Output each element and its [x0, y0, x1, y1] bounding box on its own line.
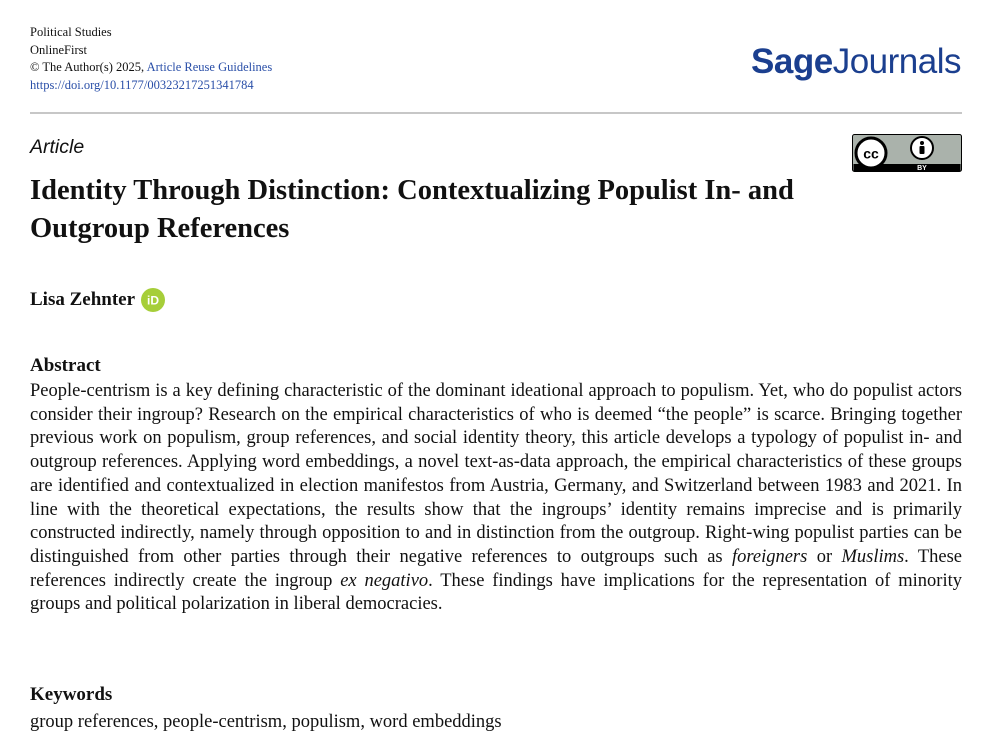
- license-by-text: BY: [917, 165, 927, 172]
- reuse-guidelines-link[interactable]: Article Reuse Guidelines: [146, 60, 273, 74]
- logo-journals: Journals: [832, 42, 961, 81]
- abstract-text-2: or: [807, 546, 842, 567]
- orcid-text: iD: [147, 293, 160, 308]
- abstract-text-3: . These references indirectly create the ingroup: [30, 546, 962, 591]
- journal-meta: [30, 24, 272, 94]
- svg-text:cc: cc: [863, 145, 879, 162]
- orcid-icon[interactable]: [141, 288, 165, 312]
- keywords-heading: Keywords: [30, 684, 113, 705]
- abstract-body: [30, 380, 962, 617]
- keywords-list: group references, people-centrism, populism, word embeddings: [30, 712, 502, 732]
- article-title: Identity Through Distinction: Contextualizing Populist In- and Outgroup References: [30, 175, 794, 244]
- author-name[interactable]: Lisa Zehnter: [30, 289, 136, 310]
- attribution-icon: [911, 137, 933, 159]
- abstract-emph-foreigners: foreigners: [731, 546, 808, 567]
- cc-by-license-badge[interactable]: [852, 134, 962, 172]
- doi-link[interactable]: https://doi.org/10.1177/00323217251341784: [30, 77, 254, 92]
- abstract-emph-ex-negativo: ex negativo: [340, 570, 429, 591]
- journal-name: Political Studies: [30, 25, 112, 39]
- copyright-line: [30, 59, 272, 77]
- author-line: [30, 288, 165, 312]
- abstract-text-1: People-centrism is a key defining characteristic of the dominant ideational approach to populism. Yet, who do populist actors consider their ingroup? Research on the empirical characteristics of who is deemed “the people” is scarce. Bringing together previous work on populism, group references, and social identity theory, this article develops a typology of populist in- and outgroup references. Applying word embeddings, a novel text-as-data approach, the empirical characteristics of these groups are identified and contextualized in election manifestos from Austria, Germany, and Switzerland between 1983 and 2021. In line with the theoretical expectations, the results show that the ingroups’ identity remains imprecise and is primarily constructed indirectly, namely through opposition to and in distinction from the outgroup. Right-wing populist parties can be distinguished from other parties through their negative references to outgroups such as: [30, 381, 962, 567]
- logo-sage: Sage: [751, 42, 833, 81]
- publication-status: OnlineFirst: [30, 42, 87, 57]
- abstract-heading: Abstract: [30, 355, 101, 376]
- header-divider: [30, 112, 962, 114]
- abstract-text-4: . These findings have implications for the representation of minority groups and political polarization in liberal democracies.: [30, 570, 962, 615]
- article-type: Article: [30, 136, 85, 158]
- sage-journals-logo[interactable]: [751, 42, 961, 82]
- abstract-emph-muslims: Muslims: [841, 546, 905, 567]
- cc-icon: [856, 138, 886, 168]
- copyright-text: © The Author(s) 2025,: [30, 60, 145, 74]
